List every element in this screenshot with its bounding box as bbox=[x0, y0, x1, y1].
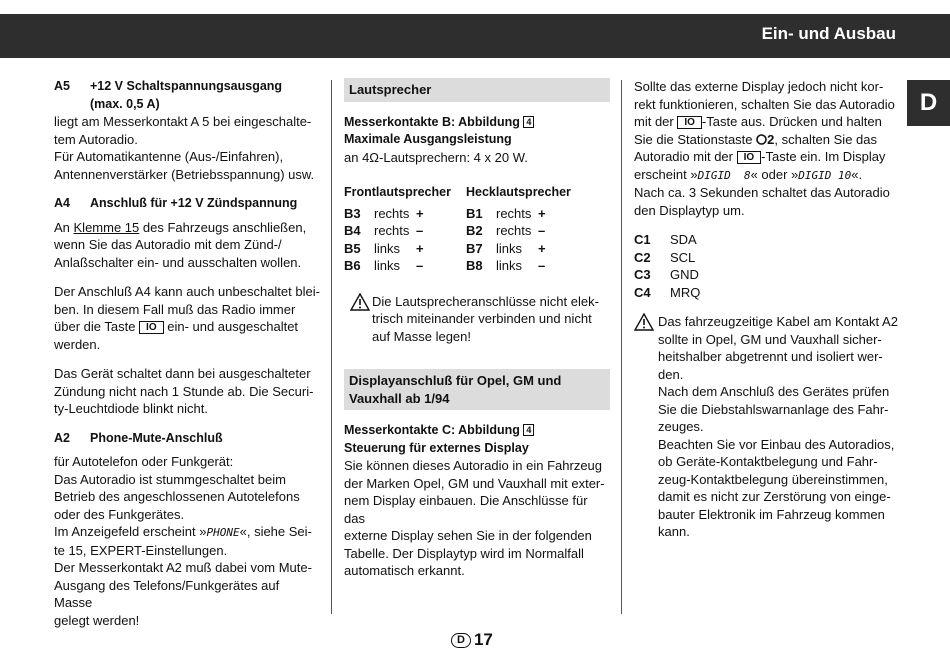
table-row: C4 MRQ bbox=[634, 284, 701, 300]
warning-note bbox=[634, 313, 900, 541]
table-row: B4 rechts – B2 rechts – bbox=[344, 223, 546, 238]
table-row: C3 GND bbox=[634, 267, 699, 282]
paragraph-line: Sollte das externe Display jedoch nicht kor- bbox=[634, 79, 884, 94]
paragraph-line: Das Autoradio ist stummgeschaltet beim bbox=[54, 471, 286, 487]
paragraph-line: den Displaytyp um. bbox=[634, 202, 745, 218]
paragraph-line: ty-Leuchtdiode blinkt nicht. bbox=[54, 401, 208, 416]
paragraph-line: wenn Sie das Autoradio mit dem Zünd-/ bbox=[54, 237, 282, 252]
paragraph-line: Das fahrzeugzeitige Kabel am Kontakt A2 bbox=[658, 314, 898, 329]
paragraph-line: tem Autoradio. bbox=[54, 131, 138, 147]
paragraph-line: Autoradio mit der IO -Taste ein. Im Display bbox=[634, 149, 886, 164]
paragraph-line: externe Display sehen Sie in der folgenden bbox=[344, 528, 592, 543]
contact-code: A2 bbox=[54, 430, 70, 445]
paragraph-line: bauter Elektronik im Fahrzeug kommen bbox=[658, 506, 885, 522]
paragraph-line: te 15, EXPERT-Einstellungen. bbox=[54, 542, 228, 558]
paragraph-line: oder des Funkgerätes. bbox=[54, 506, 185, 522]
language-tab: D bbox=[907, 80, 950, 126]
page-number bbox=[451, 630, 493, 650]
section-heading-a4 bbox=[54, 195, 320, 213]
klemme-link-text: Klemme 15 bbox=[73, 219, 140, 235]
paragraph-line: zeuges. bbox=[658, 419, 704, 434]
paragraph-line: liegt am Messerkontakt A 5 bei eingeschalte- bbox=[54, 114, 312, 129]
paragraph-line: Sie die Stationstaste 2, schalten Sie das bbox=[634, 131, 877, 147]
header-bar bbox=[0, 14, 950, 58]
paragraph-line: ben. In diesem Fall muß das Radio immer bbox=[54, 301, 296, 317]
paragraph-line: Sie können dieses Autoradio in ein Fahrzeug bbox=[344, 458, 603, 473]
section-box-lautsprecher: Lautsprecher bbox=[344, 78, 610, 102]
paragraph-line: mit der IO -Taste aus. Drücken und halten bbox=[634, 114, 882, 129]
paragraph-line: Zündung nicht nach 1 Stunde ab. Die Securi- bbox=[54, 383, 314, 399]
subheading: Messerkontakte B: Abbildung 4 bbox=[344, 114, 610, 132]
paragraph-line: auf Masse legen! bbox=[372, 328, 472, 344]
table-row: B6 links – B8 links – bbox=[344, 258, 546, 273]
paragraph-line: Ausgang des Telefons/Funkgerätes auf Masse bbox=[54, 577, 280, 610]
display-text: DIGID 8 bbox=[697, 168, 751, 182]
display-text: DIGID 10 bbox=[798, 168, 852, 182]
paragraph-line: Anlaßschalter ein- und ausschalten wollen. bbox=[54, 254, 302, 270]
figure-number-icon: 4 bbox=[523, 116, 534, 128]
station-key-icon bbox=[756, 132, 774, 147]
warning-note bbox=[344, 293, 610, 346]
box-line: Displayanschluß für Opel, GM und bbox=[349, 373, 562, 388]
power-key-icon: IO bbox=[677, 116, 702, 129]
table-row: B5 links + B7 links + bbox=[344, 240, 546, 256]
power-key-icon: IO bbox=[737, 151, 762, 164]
heading-text: +12 V Schaltspannungsausgang bbox=[90, 79, 283, 93]
paragraph-line: rekt funktionieren, schalten Sie das Autoradio bbox=[634, 96, 895, 112]
warning-triangle-icon bbox=[634, 313, 654, 331]
table-header: Frontlautsprecher bbox=[344, 185, 451, 199]
column-1 bbox=[54, 78, 320, 629]
paragraph-line: den. bbox=[658, 366, 684, 382]
column-3 bbox=[634, 78, 900, 541]
paragraph-line: Die Lautsprecheranschlüsse nicht elek- bbox=[372, 293, 599, 309]
contact-code: A4 bbox=[54, 196, 70, 210]
paragraph-line: ob Geräte-Kontaktbelegung und Fahr- bbox=[658, 454, 878, 469]
column-divider bbox=[621, 80, 622, 614]
box-line: Vauxhall ab 1/94 bbox=[349, 390, 450, 406]
paragraph-line: Das Gerät schaltet dann bei ausgeschalteter bbox=[54, 366, 311, 381]
paragraph-line: Im Anzeigefeld erscheint »PHONE«, siehe Sei- bbox=[54, 524, 312, 539]
table-row: C2 SCL bbox=[634, 249, 696, 265]
paragraph-line: heitshalber abgetrennt und isoliert wer- bbox=[658, 349, 883, 364]
paragraph-line: damit es nicht zur Zerstörung von einge- bbox=[658, 489, 891, 504]
speaker-table bbox=[344, 184, 588, 275]
section-heading-a2 bbox=[54, 430, 320, 448]
section-heading-a5 bbox=[54, 78, 320, 113]
subheading: Steuerung für externes Display bbox=[344, 440, 529, 455]
contact-code: A5 bbox=[54, 79, 70, 93]
paragraph-line: Der Anschluß A4 kann auch unbeschaltet blei- bbox=[54, 284, 320, 299]
paragraph-line: Für Automatikantenne (Aus-/Einfahren), bbox=[54, 149, 284, 164]
paragraph-line: automatisch erkannt. bbox=[344, 563, 465, 578]
column-2 bbox=[344, 78, 610, 580]
heading-text: Phone-Mute-Anschluß bbox=[90, 430, 223, 445]
paragraph-line: An Klemme 15 des Fahrzeugs anschließen, bbox=[54, 219, 307, 235]
paragraph-line: Nach ca. 3 Sekunden schaltet das Autoradio bbox=[634, 185, 890, 200]
heading-text: Anschluß für +12 V Zündspannung bbox=[90, 196, 298, 210]
power-key-icon: IO bbox=[139, 321, 164, 334]
paragraph-line: kann. bbox=[658, 524, 690, 539]
paragraph-line: Der Messerkontakt A2 muß dabei vom Mute- bbox=[54, 560, 312, 575]
paragraph-line: Antennenverstärker (Betriebsspannung) usw. bbox=[54, 166, 315, 182]
subheading: Maximale Ausgangsleistung bbox=[344, 132, 512, 146]
table-row: C1 SDA bbox=[634, 232, 697, 247]
language-badge: D bbox=[451, 633, 471, 648]
subheading: Messerkontakte C: Abbildung 4 bbox=[344, 422, 610, 440]
page-title: Ein- und Ausbau bbox=[761, 24, 896, 43]
paragraph-line: gelegt werden! bbox=[54, 612, 140, 628]
paragraph-line: werden. bbox=[54, 336, 101, 352]
page-number-text: 17 bbox=[473, 630, 493, 649]
table-row: B3 rechts + B1 rechts + bbox=[344, 205, 546, 221]
column-divider bbox=[331, 80, 332, 614]
paragraph-line: trisch miteinander verbinden und nicht bbox=[372, 311, 592, 326]
paragraph-line: Sie die Diebstahlswarnanlage des Fahr- bbox=[658, 401, 889, 417]
display-text: PHONE bbox=[206, 526, 240, 539]
paragraph-line: sollte in Opel, GM und Vauxhall sicher- bbox=[658, 331, 882, 347]
paragraph-line: nem Display einbauen. Die Anschlüsse für das bbox=[344, 493, 588, 526]
paragraph-line: Betrieb des angeschlossenen Autotelefons bbox=[54, 489, 300, 504]
paragraph-line: Beachten Sie vor Einbau des Autoradios, bbox=[658, 436, 895, 452]
pin-table bbox=[634, 231, 700, 301]
table-header: Hecklautsprecher bbox=[466, 185, 571, 199]
paragraph-line: Tabelle. Der Displaytyp wird im Normalfall bbox=[344, 545, 584, 561]
section-box-display bbox=[344, 369, 610, 410]
station-key-number: 2 bbox=[767, 131, 775, 147]
paragraph-line: über die Taste IO ein- und ausgeschaltet bbox=[54, 319, 299, 334]
paragraph-line: an 4Ω-Lautsprechern: 4 x 20 W. bbox=[344, 149, 528, 165]
heading-text: (max. 0,5 A) bbox=[90, 96, 160, 111]
paragraph-line: zeug-Kontaktbelegung übereinstimmen, bbox=[658, 471, 888, 487]
paragraph-line: der Marken Opel, GM und Vauxhall mit exter- bbox=[344, 475, 605, 491]
figure-number-icon: 4 bbox=[523, 424, 534, 436]
paragraph-line: Nach dem Anschluß des Gerätes prüfen bbox=[658, 384, 890, 399]
paragraph-line: erscheint »DIGID 8« oder »DIGID 10«. bbox=[634, 166, 863, 182]
paragraph-line: für Autotelefon oder Funkgerät: bbox=[54, 454, 234, 469]
warning-triangle-icon bbox=[350, 293, 370, 311]
